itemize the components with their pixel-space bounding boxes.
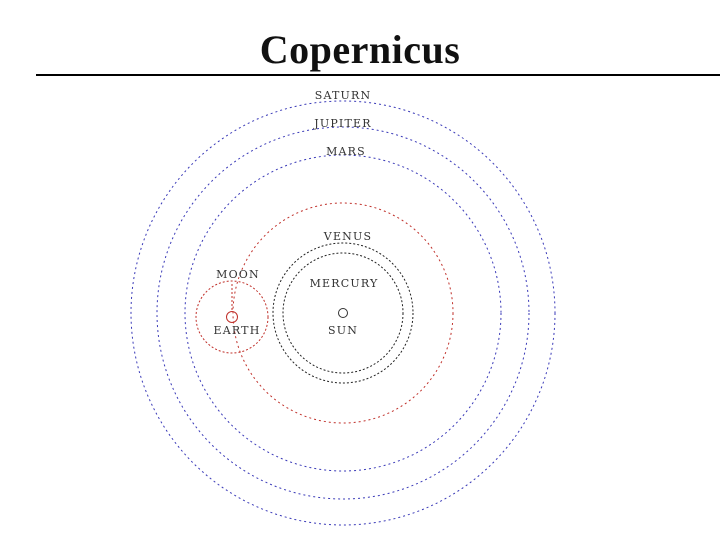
saturn-orbit: [131, 101, 555, 525]
mars-orbit: [185, 155, 501, 471]
sun-label: SUN: [327, 324, 359, 337]
jupiter-orbit: [157, 127, 529, 499]
moon-label: MOON: [216, 268, 260, 281]
jupiter-label: JUPITER: [314, 117, 372, 130]
slide-title: Copernicus: [259, 27, 461, 72]
sun-marker: [339, 309, 348, 318]
moon-orbit: [196, 281, 268, 353]
mars-label: MARS: [326, 145, 366, 158]
venus-orbit: [273, 243, 413, 383]
earth-marker: [227, 312, 238, 323]
earth-label: EARTH: [213, 324, 261, 337]
mercury-label: MERCURY: [309, 277, 379, 290]
saturn-label: SATURN: [314, 89, 372, 102]
venus-label: VENUS: [323, 230, 373, 243]
mercury-orbit: [283, 253, 403, 373]
